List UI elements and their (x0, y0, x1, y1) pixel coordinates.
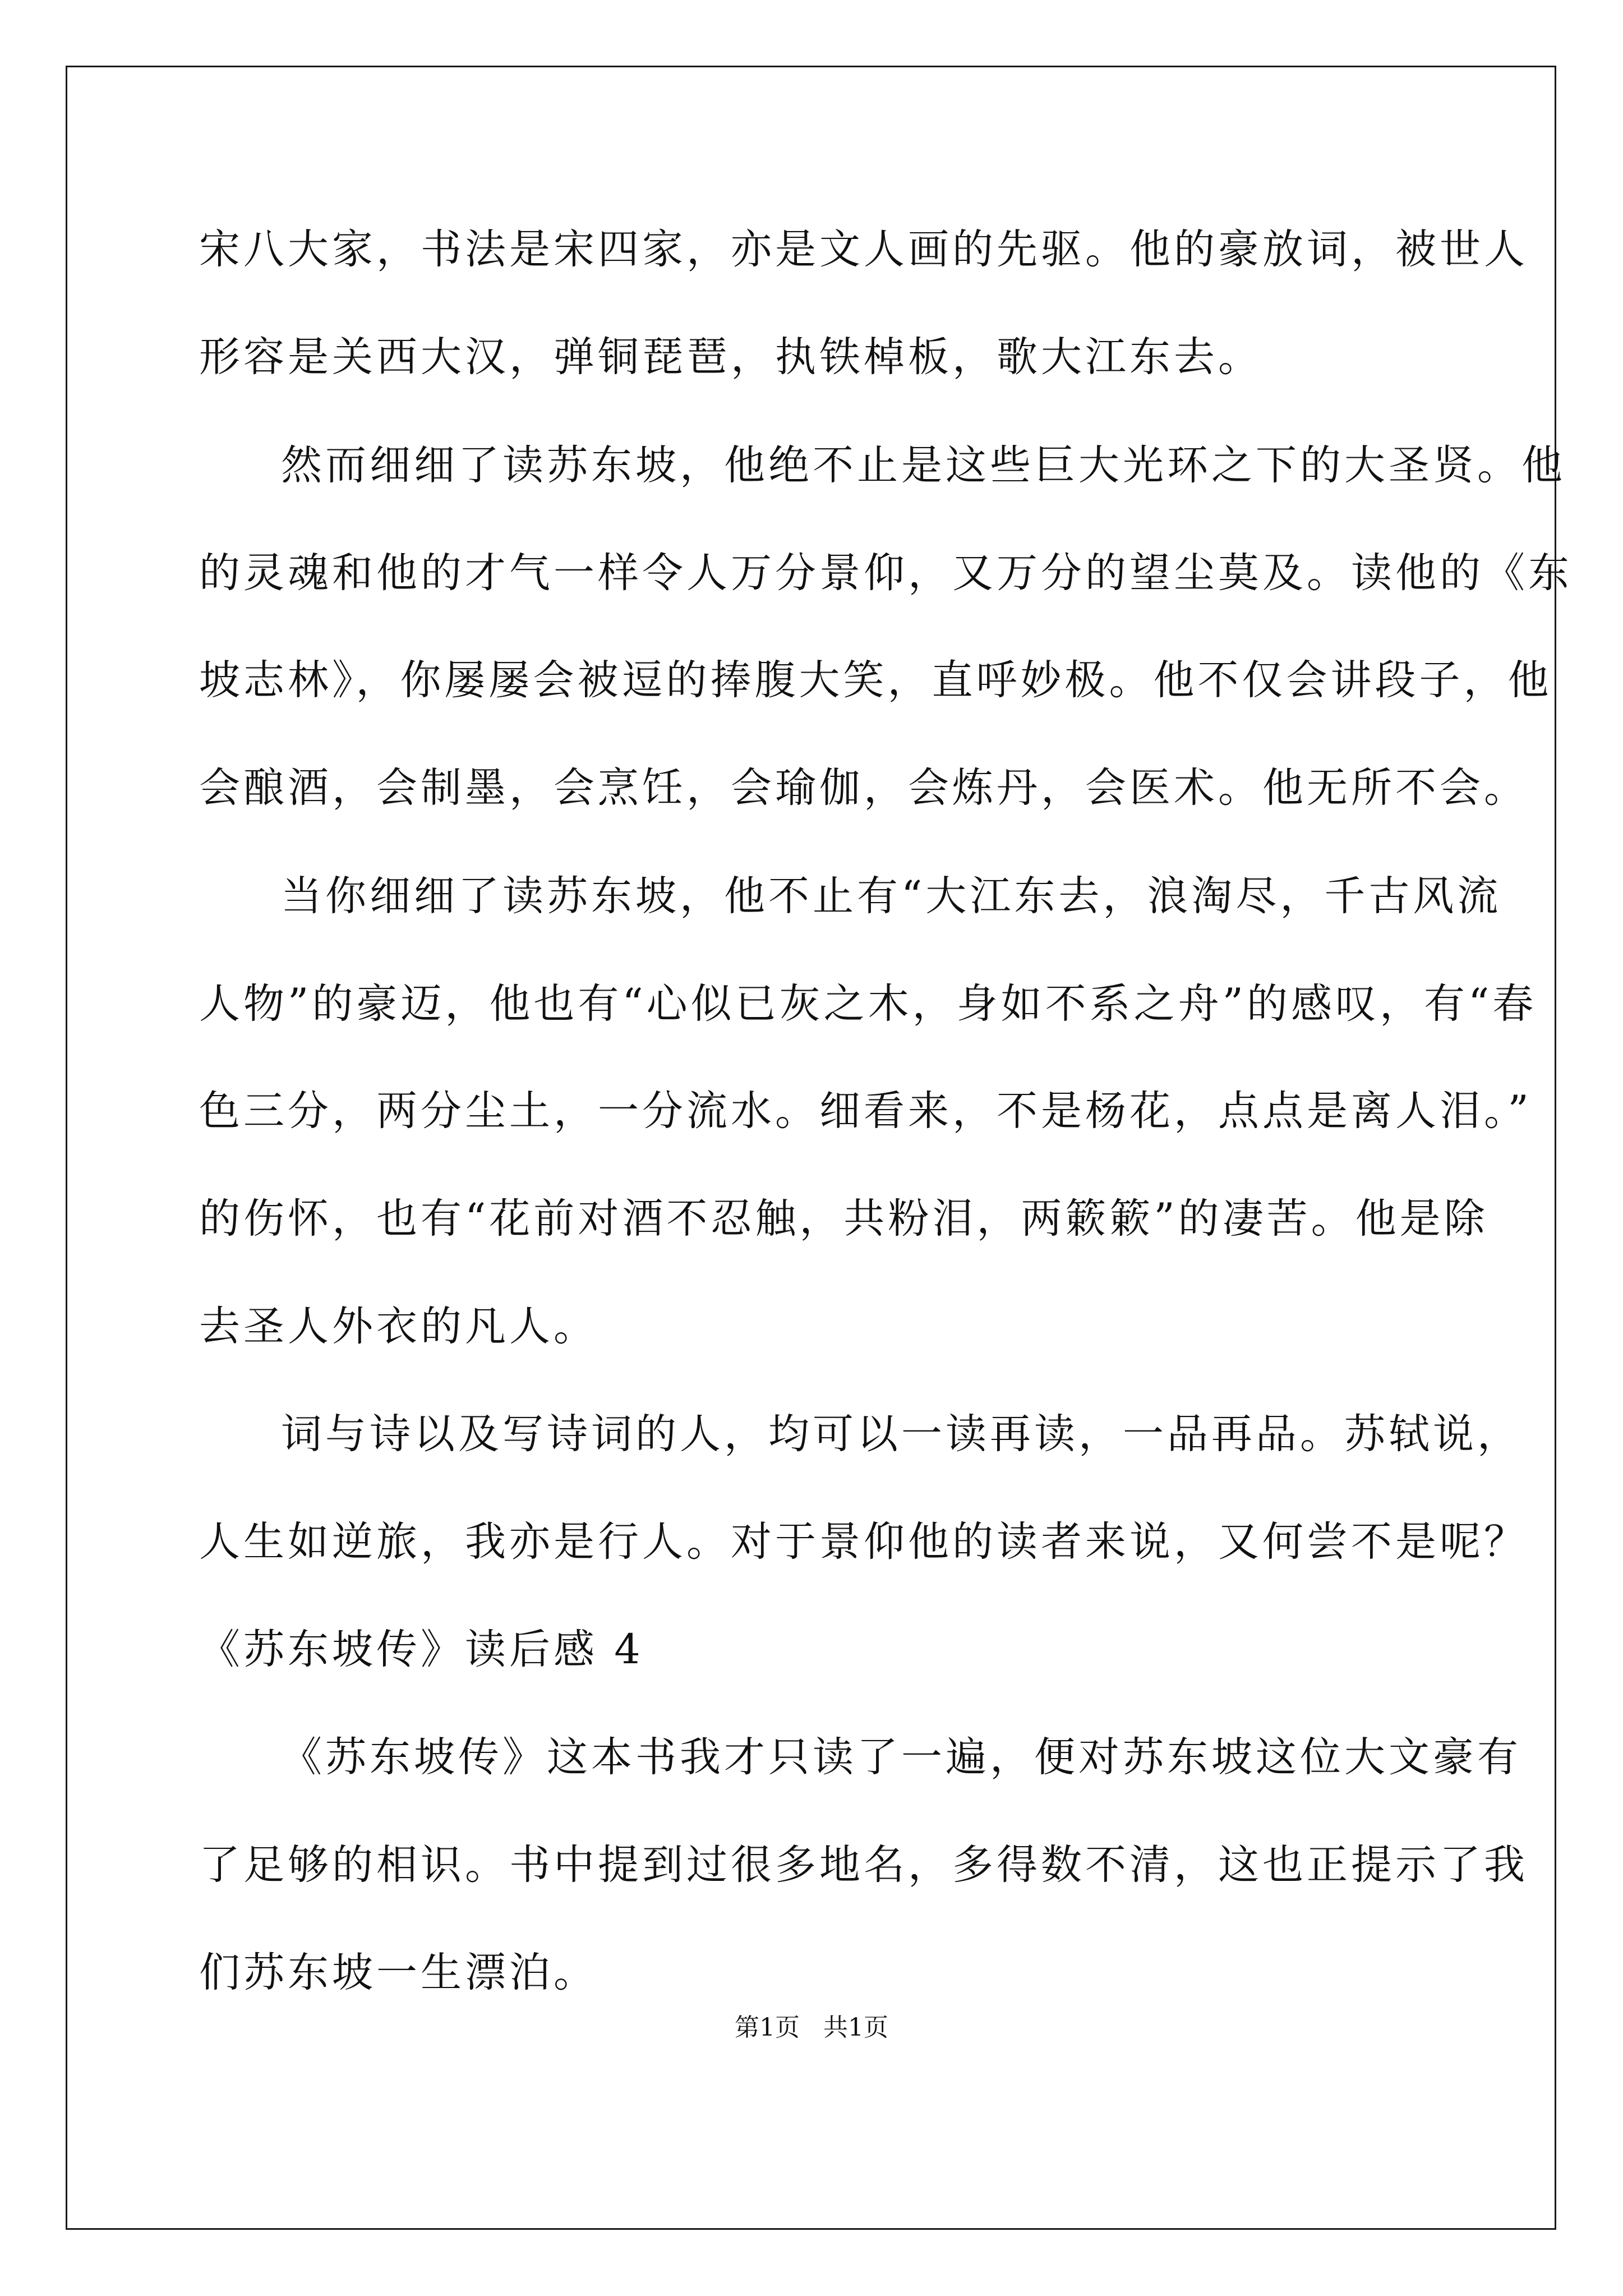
paragraph-line: 然而细细了读苏东坡，他绝不止是这些巨大光环之下的大圣贤。他 (281, 441, 1566, 489)
paragraph-line: 人物”的豪迈，他也有“心似已灰之木，身如不系之舟”的感叹，有“春 (199, 980, 1537, 1028)
paragraph-line: 的伤怀，也有“花前对酒不忍触，共粉泪，两簌簌”的凄苦。他是除 (199, 1195, 1488, 1243)
paragraph-line: 的灵魂和他的才气一样令人万分景仰，又万分的望尘莫及。读他的《东 (199, 549, 1573, 597)
paragraph-line: 会酿酒，会制墨，会烹饪，会瑜伽，会炼丹，会医术。他无所不会。 (199, 764, 1528, 812)
paragraph-line: 人生如逆旅，我亦是行人。对于景仰他的读者来说，又何尝不是呢？ (199, 1518, 1528, 1566)
paragraph-line: 词与诗以及写诗词的人，均可以一读再读，一品再品。苏轼说， (281, 1410, 1521, 1458)
page-footer: 第1页 共1页 (735, 2013, 888, 2042)
paragraph-line: 们苏东坡一生漂泊。 (199, 1949, 598, 1996)
paragraph-line: 宋八大家，书法是宋四家，亦是文人画的先驱。他的豪放词，被世人 (199, 226, 1528, 273)
paragraph-line: 《苏东坡传》这本书我才只读了一遍，便对苏东坡这位大文豪有 (281, 1733, 1521, 1781)
page-border (66, 66, 1556, 2230)
paragraph-line: 形容是关西大汉，弹铜琵琶，执铁棹板，歌大江东去。 (199, 333, 1262, 381)
paragraph-line: 了足够的相识。书中提到过很多地名，多得数不清，这也正提示了我 (199, 1841, 1528, 1889)
paragraph-line: 坡志林》，你屡屡会被逗的捧腹大笑，直呼妙极。他不仅会讲段子，他 (199, 656, 1552, 704)
paragraph-line: 当你细细了读苏东坡，他不止有“大江东去，浪淘尽，千古风流 (281, 872, 1502, 920)
paragraph-line: 去圣人外衣的凡人。 (199, 1303, 598, 1350)
section-heading: 《苏东坡传》读后感 4 (199, 1626, 644, 1673)
paragraph-line: 色三分，两分尘土，一分流水。细看来，不是杨花，点点是离人泪。” (199, 1087, 1532, 1135)
